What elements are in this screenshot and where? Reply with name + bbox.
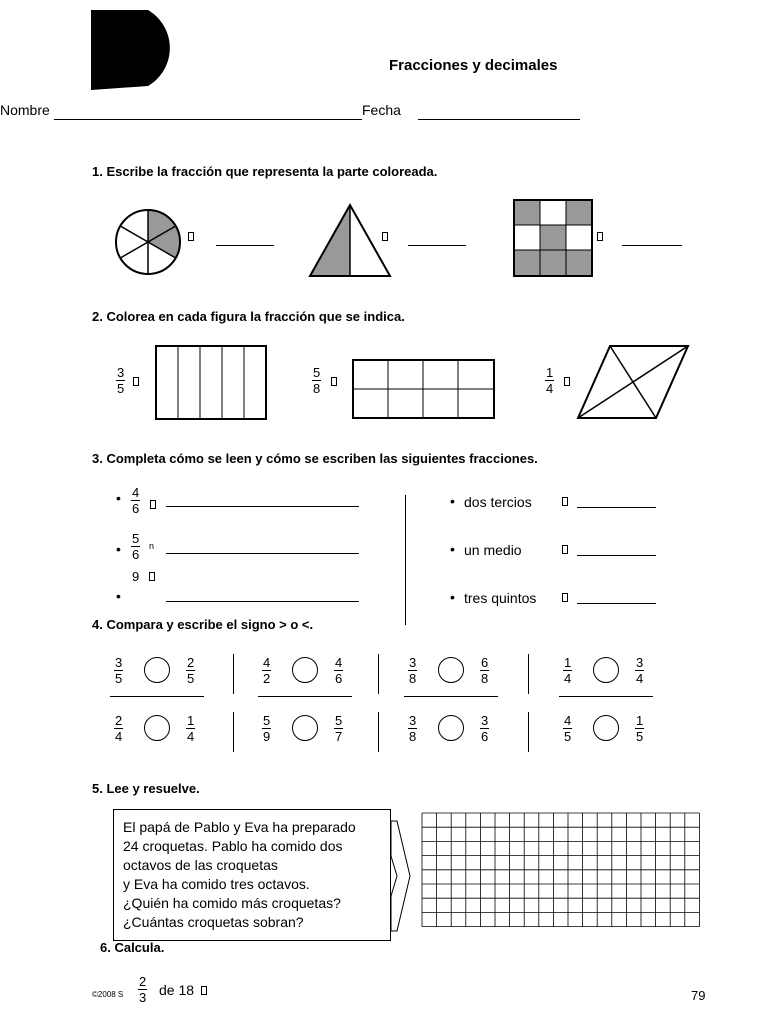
denominator: 2 xyxy=(263,671,271,686)
comparison-answer-circle[interactable] xyxy=(144,657,170,683)
copyright-text: ©2008 S xyxy=(92,990,124,999)
compare-fraction-right xyxy=(334,713,343,744)
compare-divider xyxy=(528,654,529,694)
bullet: • xyxy=(116,490,121,506)
problem-line-4: y Eva ha comido tres octavos. xyxy=(123,876,310,892)
problem-box xyxy=(113,809,391,941)
numerator: 3 xyxy=(115,655,123,670)
shaded-circle-figure xyxy=(110,204,186,280)
denominator: 6 xyxy=(132,501,140,516)
numerator: 3 xyxy=(409,655,417,670)
numerator: 5 xyxy=(263,713,271,728)
section4-heading: 4. Compara y escribe el signo > o <. xyxy=(92,617,314,632)
column-divider xyxy=(405,495,406,625)
comparison-answer-circle[interactable] xyxy=(292,715,318,741)
answer-line-3[interactable] xyxy=(622,245,682,246)
numerator: 3 xyxy=(481,713,489,728)
compare-divider xyxy=(233,712,234,752)
denominator: 5 xyxy=(115,671,123,686)
fraction-1-4 xyxy=(545,365,554,396)
denominator: 5 xyxy=(187,671,195,686)
numerator: 5 xyxy=(132,531,140,546)
denominator: 4 xyxy=(115,729,123,744)
equals-box xyxy=(133,377,139,386)
fraction-5-8 xyxy=(312,365,321,396)
calc-text: de 18 xyxy=(159,982,195,998)
answer-line[interactable] xyxy=(577,507,656,508)
bullet: • xyxy=(116,588,121,604)
shaded-grid-figure xyxy=(512,198,594,278)
numerator: 3 xyxy=(409,713,417,728)
compare-fraction-right xyxy=(186,655,195,686)
answer-line[interactable] xyxy=(577,603,656,604)
compare-fraction-left xyxy=(262,655,271,686)
rhombus-quarters-figure[interactable] xyxy=(574,342,692,422)
bullet: • xyxy=(450,493,455,509)
compare-divider xyxy=(528,712,529,752)
denominator: 8 xyxy=(481,671,489,686)
rectangle-eighths-figure[interactable] xyxy=(351,358,497,420)
page-title: Fracciones y decimales xyxy=(389,57,558,74)
date-label: Fecha xyxy=(362,102,401,118)
compare-fraction-left xyxy=(114,655,123,686)
answer-line[interactable] xyxy=(577,555,656,556)
numerator: 1 xyxy=(187,713,195,728)
numerator: 1 xyxy=(564,655,572,670)
comparison-answer-circle[interactable] xyxy=(593,715,619,741)
header-decoration xyxy=(88,10,192,92)
problem-line-5: ¿Quién ha comido más croquetas? xyxy=(123,895,341,911)
numerator: 4 xyxy=(132,485,140,500)
fraction-2-3 xyxy=(138,974,147,1005)
denominator: 8 xyxy=(313,381,321,396)
fraction-4-6 xyxy=(131,485,140,516)
equals-box xyxy=(564,377,570,386)
name-field[interactable] xyxy=(54,119,362,120)
fraction-3-5 xyxy=(116,365,125,396)
numerator: 4 xyxy=(335,655,343,670)
comparison-answer-circle[interactable] xyxy=(144,715,170,741)
fraction-denominator-9 xyxy=(131,569,140,584)
equals-box xyxy=(562,545,568,554)
fraction-words-2: un medio xyxy=(464,542,522,558)
section5-heading: 5. Lee y resuelve. xyxy=(92,781,200,796)
row-separator xyxy=(110,696,204,697)
numerator: 1 xyxy=(546,365,554,380)
comparison-answer-circle[interactable] xyxy=(292,657,318,683)
numerator: 2 xyxy=(115,713,123,728)
answer-grid[interactable] xyxy=(421,812,703,928)
numerator: 3 xyxy=(117,365,125,380)
compare-fraction-left xyxy=(114,713,123,744)
denominator: 5 xyxy=(636,729,644,744)
denominator: 6 xyxy=(335,671,343,686)
denominator: 4 xyxy=(564,671,572,686)
denominator: 4 xyxy=(546,381,554,396)
compare-fraction-left xyxy=(262,713,271,744)
compare-fraction-right xyxy=(635,713,644,744)
denominator: 4 xyxy=(636,671,644,686)
equals-box-3 xyxy=(597,232,603,241)
compare-fraction-right xyxy=(480,655,489,686)
answer-line-1[interactable] xyxy=(216,245,274,246)
denominator: 8 xyxy=(409,729,417,744)
denominator: 5 xyxy=(117,381,125,396)
denominator: 3 xyxy=(139,990,147,1005)
denominator: 9 xyxy=(263,729,271,744)
problem-line-1: El papá de Pablo y Eva ha preparado xyxy=(123,819,356,835)
denominator: 7 xyxy=(335,729,343,744)
equals-box xyxy=(562,593,568,602)
compare-divider xyxy=(378,712,379,752)
equals-box xyxy=(201,986,207,995)
bullet: • xyxy=(116,541,121,557)
row-separator xyxy=(404,696,498,697)
comparison-answer-circle[interactable] xyxy=(593,657,619,683)
section6-heading: 6. Calcula. xyxy=(100,940,165,955)
name-label: Nombre xyxy=(0,102,50,118)
page-number: 79 xyxy=(691,988,706,1003)
compare-fraction-left xyxy=(408,713,417,744)
row-separator xyxy=(559,696,653,697)
compare-fraction-left xyxy=(563,655,572,686)
equals-box xyxy=(562,497,568,506)
denominator: 8 xyxy=(409,671,417,686)
fraction-5-6 xyxy=(131,531,140,562)
compare-fraction-left xyxy=(408,655,417,686)
denominator: 9 xyxy=(132,569,140,584)
numerator: 6 xyxy=(481,655,489,670)
compare-fraction-right xyxy=(334,655,343,686)
equals-box-2 xyxy=(382,232,388,241)
section1-heading: 1. Escribe la fracción que representa la parte coloreada. xyxy=(92,164,438,179)
compare-divider xyxy=(233,654,234,694)
numerator: 5 xyxy=(313,365,321,380)
compare-fraction-right xyxy=(186,713,195,744)
denominator: 6 xyxy=(481,729,489,744)
compare-fraction-right xyxy=(480,713,489,744)
denominator: 5 xyxy=(564,729,572,744)
answer-line-2[interactable] xyxy=(408,245,466,246)
compare-divider xyxy=(378,654,379,694)
numerator: 2 xyxy=(139,974,147,989)
comparison-answer-circle[interactable] xyxy=(438,715,464,741)
bullet: • xyxy=(450,541,455,557)
problem-line-6: ¿Cuántas croquetas sobran? xyxy=(123,914,304,930)
date-field[interactable] xyxy=(418,119,580,120)
numerator: 4 xyxy=(263,655,271,670)
numerator: 5 xyxy=(335,713,343,728)
equals-box-1 xyxy=(188,232,194,241)
section3-heading: 3. Completa cómo se leen y cómo se escriben las siguientes fracciones. xyxy=(92,451,538,466)
equals-box xyxy=(331,377,337,386)
problem-line-2: 24 croquetas. Pablo ha comido dos xyxy=(123,838,343,854)
row-separator xyxy=(258,696,352,697)
denominator: 4 xyxy=(187,729,195,744)
numerator: 3 xyxy=(636,655,644,670)
numerator: 4 xyxy=(564,713,572,728)
equals-box xyxy=(149,572,155,581)
section2-heading: 2. Colorea en cada figura la fracción que se indica. xyxy=(92,309,405,324)
equals-box xyxy=(150,500,156,509)
fraction-words-1: dos tercios xyxy=(464,494,532,510)
compare-fraction-left xyxy=(563,713,572,744)
numerator: 2 xyxy=(187,655,195,670)
arrow-right-icon xyxy=(389,820,413,932)
numerator: 1 xyxy=(636,713,644,728)
answer-line[interactable] xyxy=(166,601,359,602)
denominator: 6 xyxy=(132,547,140,562)
fraction-words-3: tres quintos xyxy=(464,590,537,606)
bullet: • xyxy=(450,589,455,605)
problem-line-3: octavos de las croquetas xyxy=(123,857,278,873)
rectangle-fifths-figure[interactable] xyxy=(154,344,270,422)
small-mark: n xyxy=(149,541,155,551)
shaded-triangle-figure xyxy=(306,202,396,280)
answer-line[interactable] xyxy=(166,506,359,507)
answer-line[interactable] xyxy=(166,553,359,554)
compare-fraction-right xyxy=(635,655,644,686)
comparison-answer-circle[interactable] xyxy=(438,657,464,683)
